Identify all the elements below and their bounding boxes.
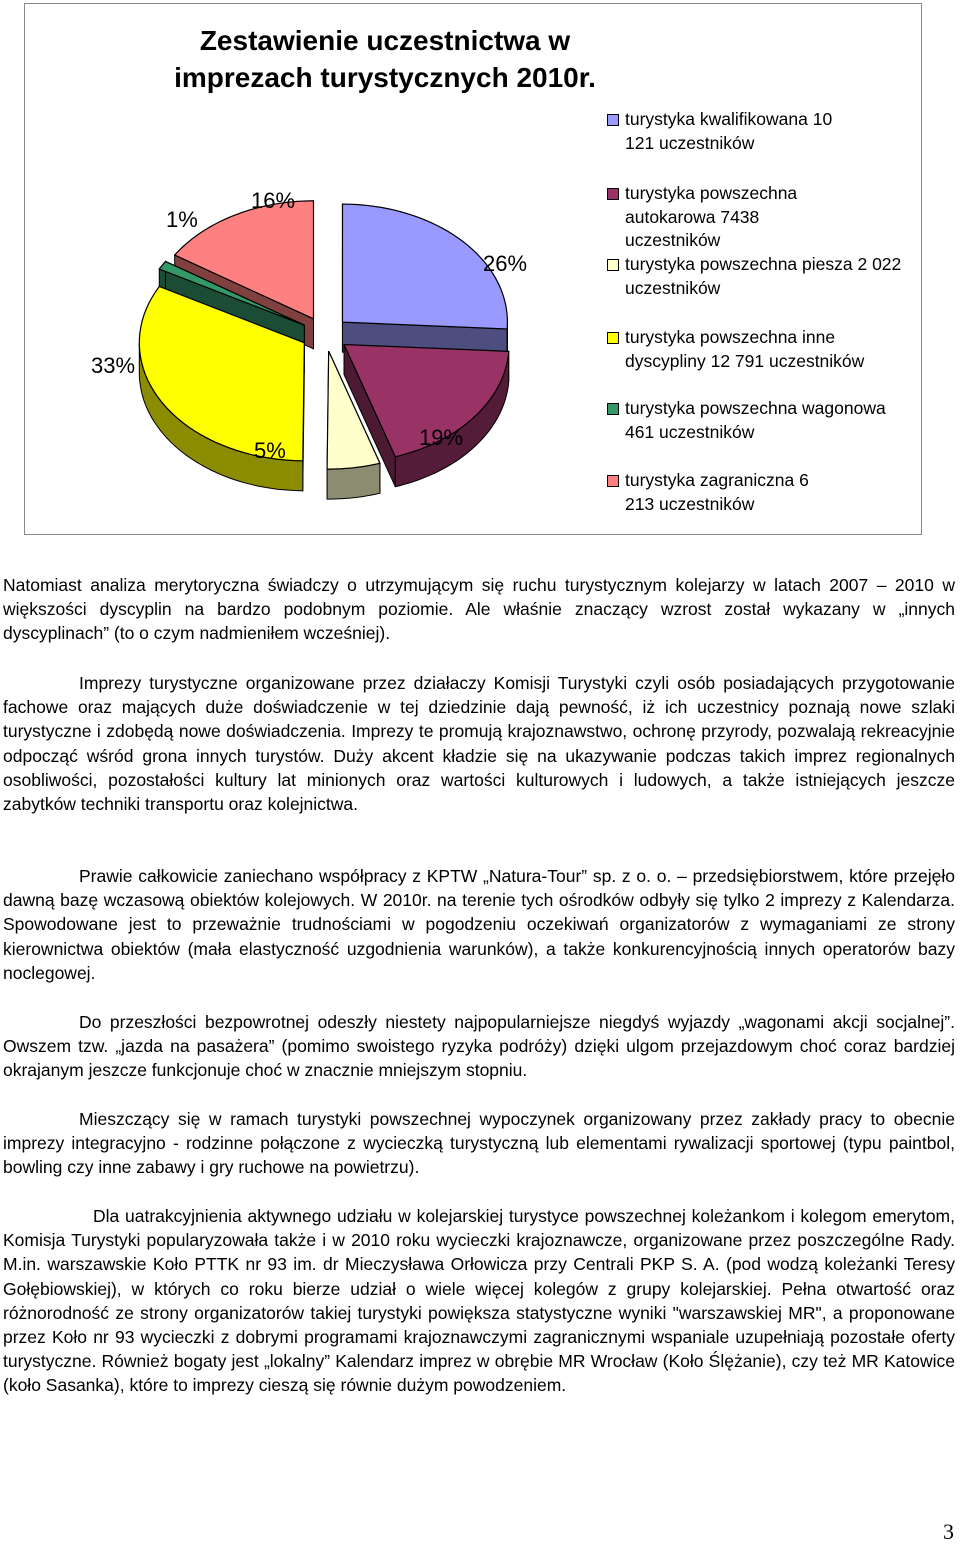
- pct-label-kwalifikowana: 26%: [483, 251, 527, 277]
- paragraph-text: Mieszczący się w ramach turystyki powszechnej wypoczynek organizowany przez zakłady pracy to obecnie imprezy integracyjno - rodzinne połączone z wycieczką turystyczną lub elementami rywalizacji sportowej (typu paintbol, bowling czy inne zabawy i gry ruchowe na powietrzu).: [3, 1107, 955, 1180]
- pct-label-zagraniczna: 16%: [251, 188, 295, 214]
- body-paragraph-3: [3, 864, 955, 985]
- legend-item-zagraniczna: [607, 469, 835, 516]
- page-number: 3: [943, 1519, 954, 1545]
- legend-swatch: [607, 403, 619, 415]
- body-paragraph-1: [3, 573, 955, 646]
- body-paragraph-2: [3, 671, 955, 816]
- legend-label: turystyka zagraniczna 6 213 uczestników: [625, 470, 809, 514]
- paragraph-text: Do przeszłości bezpowrotnej odeszły niestety najpopularniejsze niegdyś wyjazdy „wagonami akcji socjalnej”. Owszem tzw. „jazda na pasażera” (pomimo swoistego ryzyka podróży) dzięki ulgom przejazdowym choć coraz bardziej okrajanym jeszcze funkcjonuje choć w znacznie mniejszym stopniu.: [3, 1010, 955, 1083]
- pct-label-autokarowa: 19%: [419, 425, 463, 451]
- pie-chart-panel: [24, 3, 922, 535]
- paragraph-text: Dla uatrakcyjnienia aktywnego udziału w kolejarskiej turystyce powszechnej koleżankom i kolegom emerytom, Komisja Turystyki popularyzowała także i w 2010 roku wycieczki krajoznawcze, organizowane przez poszczególne Rady. M.in. warszawskie Koło PTTK nr 93 im. dr Mieczysława Orłowicza przy Centrali PKP S. A. (pod wodzą koleżanki Teresy Gołębiowskiej), w których co roku bierze udział o wiele więcej kolegów z grupy kolejarskiej. Pełna otwartość oraz różnorodność ze strony organizatorów takiej turystyki powiększa statystyczne wyniki "warszawskiej MR", a proponowane przez Koło nr 93 wycieczki z dobrymi programami krajoznawczymi zagranicznymi wspaniale uzupełniają pozostałe oferty turystyczne. Również bogaty jest „lokalny” Kalendarz imprez w obrębie MR Wrocław (Koło Ślężanie), czy też MR Katowice (koło Sasanka), które to imprezy cieszą się równie dużym powodzeniem.: [3, 1204, 955, 1398]
- chart-title: Zestawienie uczestnictwa w imprezach turystycznych 2010r.: [155, 22, 615, 96]
- paragraph-text: Prawie całkowicie zaniechano współpracy z KPTW „Natura-Tour” sp. z o. o. – przedsiębiorstwem, które przejęło dawną bazę wczasową obiektów kolejowych. W 2010r. na terenie tych ośrodków odbyły się tylko 2 imprezy z Kalendarza. Spowodowane jest to przeważnie trudnościami w pogodzeniu oczekiwań organizatorów z wymaganiami ze strony kierownictwa obiektów (mała elastyczność uzgodnienia warunków), a także konkurencyjnością innych operatorów bazy noclegowej.: [3, 864, 955, 985]
- pie-slice-0: [342, 204, 507, 359]
- legend-item-autokarowa: [607, 182, 835, 253]
- pct-label-inne: 33%: [91, 353, 135, 379]
- legend-item-wagonowa: [607, 397, 895, 444]
- legend-item-kwalifikowana: [607, 108, 855, 155]
- body-paragraph-6: [3, 1204, 955, 1398]
- legend-swatch: [607, 475, 619, 487]
- legend-label: turystyka powszechna wagonowa 461 uczestników: [625, 398, 886, 442]
- legend-swatch: [607, 114, 619, 126]
- paragraph-text: Natomiast analiza merytoryczna świadczy o utrzymującym się ruchu turystycznym kolejarzy w latach 2007 – 2010 w większości dyscyplin na bardzo podobnym poziomie. Ale właśnie znaczący wzrost został wykazany w „innych dyscyplinach” (to o czym nadmieniłem wcześniej).: [3, 573, 955, 646]
- legend-label: turystyka powszechna autokarowa 7438 uczestników: [625, 183, 797, 250]
- paragraph-text: Imprezy turystyczne organizowane przez działaczy Komisji Turystyki czyli osób posiadających przygotowanie fachowe oraz mających duże doświadczenie w tej dziedzinie dają pewność, iż ich uczestnicy poznają nowe szlaki turystyczne i zdobędą nowe doświadczenia. Imprezy te promują krajoznawstwo, ochronę przyrody, pozwalają rekreacyjnie odpocząć wśród grona innych turystów. Duży akcent kładzie się na ukazywanie podczas takich imprez regionalnych osobliwości, pozostałości kultury lat minionych oraz wartości kulturowych i ludowych, a także istniejących jeszcze zabytków techniki transportu oraz kolejnictwa.: [3, 671, 955, 816]
- pct-label-piesza: 5%: [254, 438, 286, 464]
- legend-item-piesza: [607, 253, 915, 300]
- legend-swatch: [607, 188, 619, 200]
- legend-label: turystyka kwalifikowana 10 121 uczestników: [625, 109, 832, 153]
- body-paragraph-4: [3, 1010, 955, 1083]
- legend-swatch: [607, 332, 619, 344]
- legend-item-inne: [607, 326, 885, 373]
- body-paragraph-5: [3, 1107, 955, 1180]
- legend-label: turystyka powszechna inne dyscypliny 12 791 uczestników: [625, 327, 864, 371]
- legend-label: turystyka powszechna piesza 2 022 uczestników: [625, 254, 901, 298]
- legend-swatch: [607, 259, 619, 271]
- pct-label-wagonowa: 1%: [166, 207, 198, 233]
